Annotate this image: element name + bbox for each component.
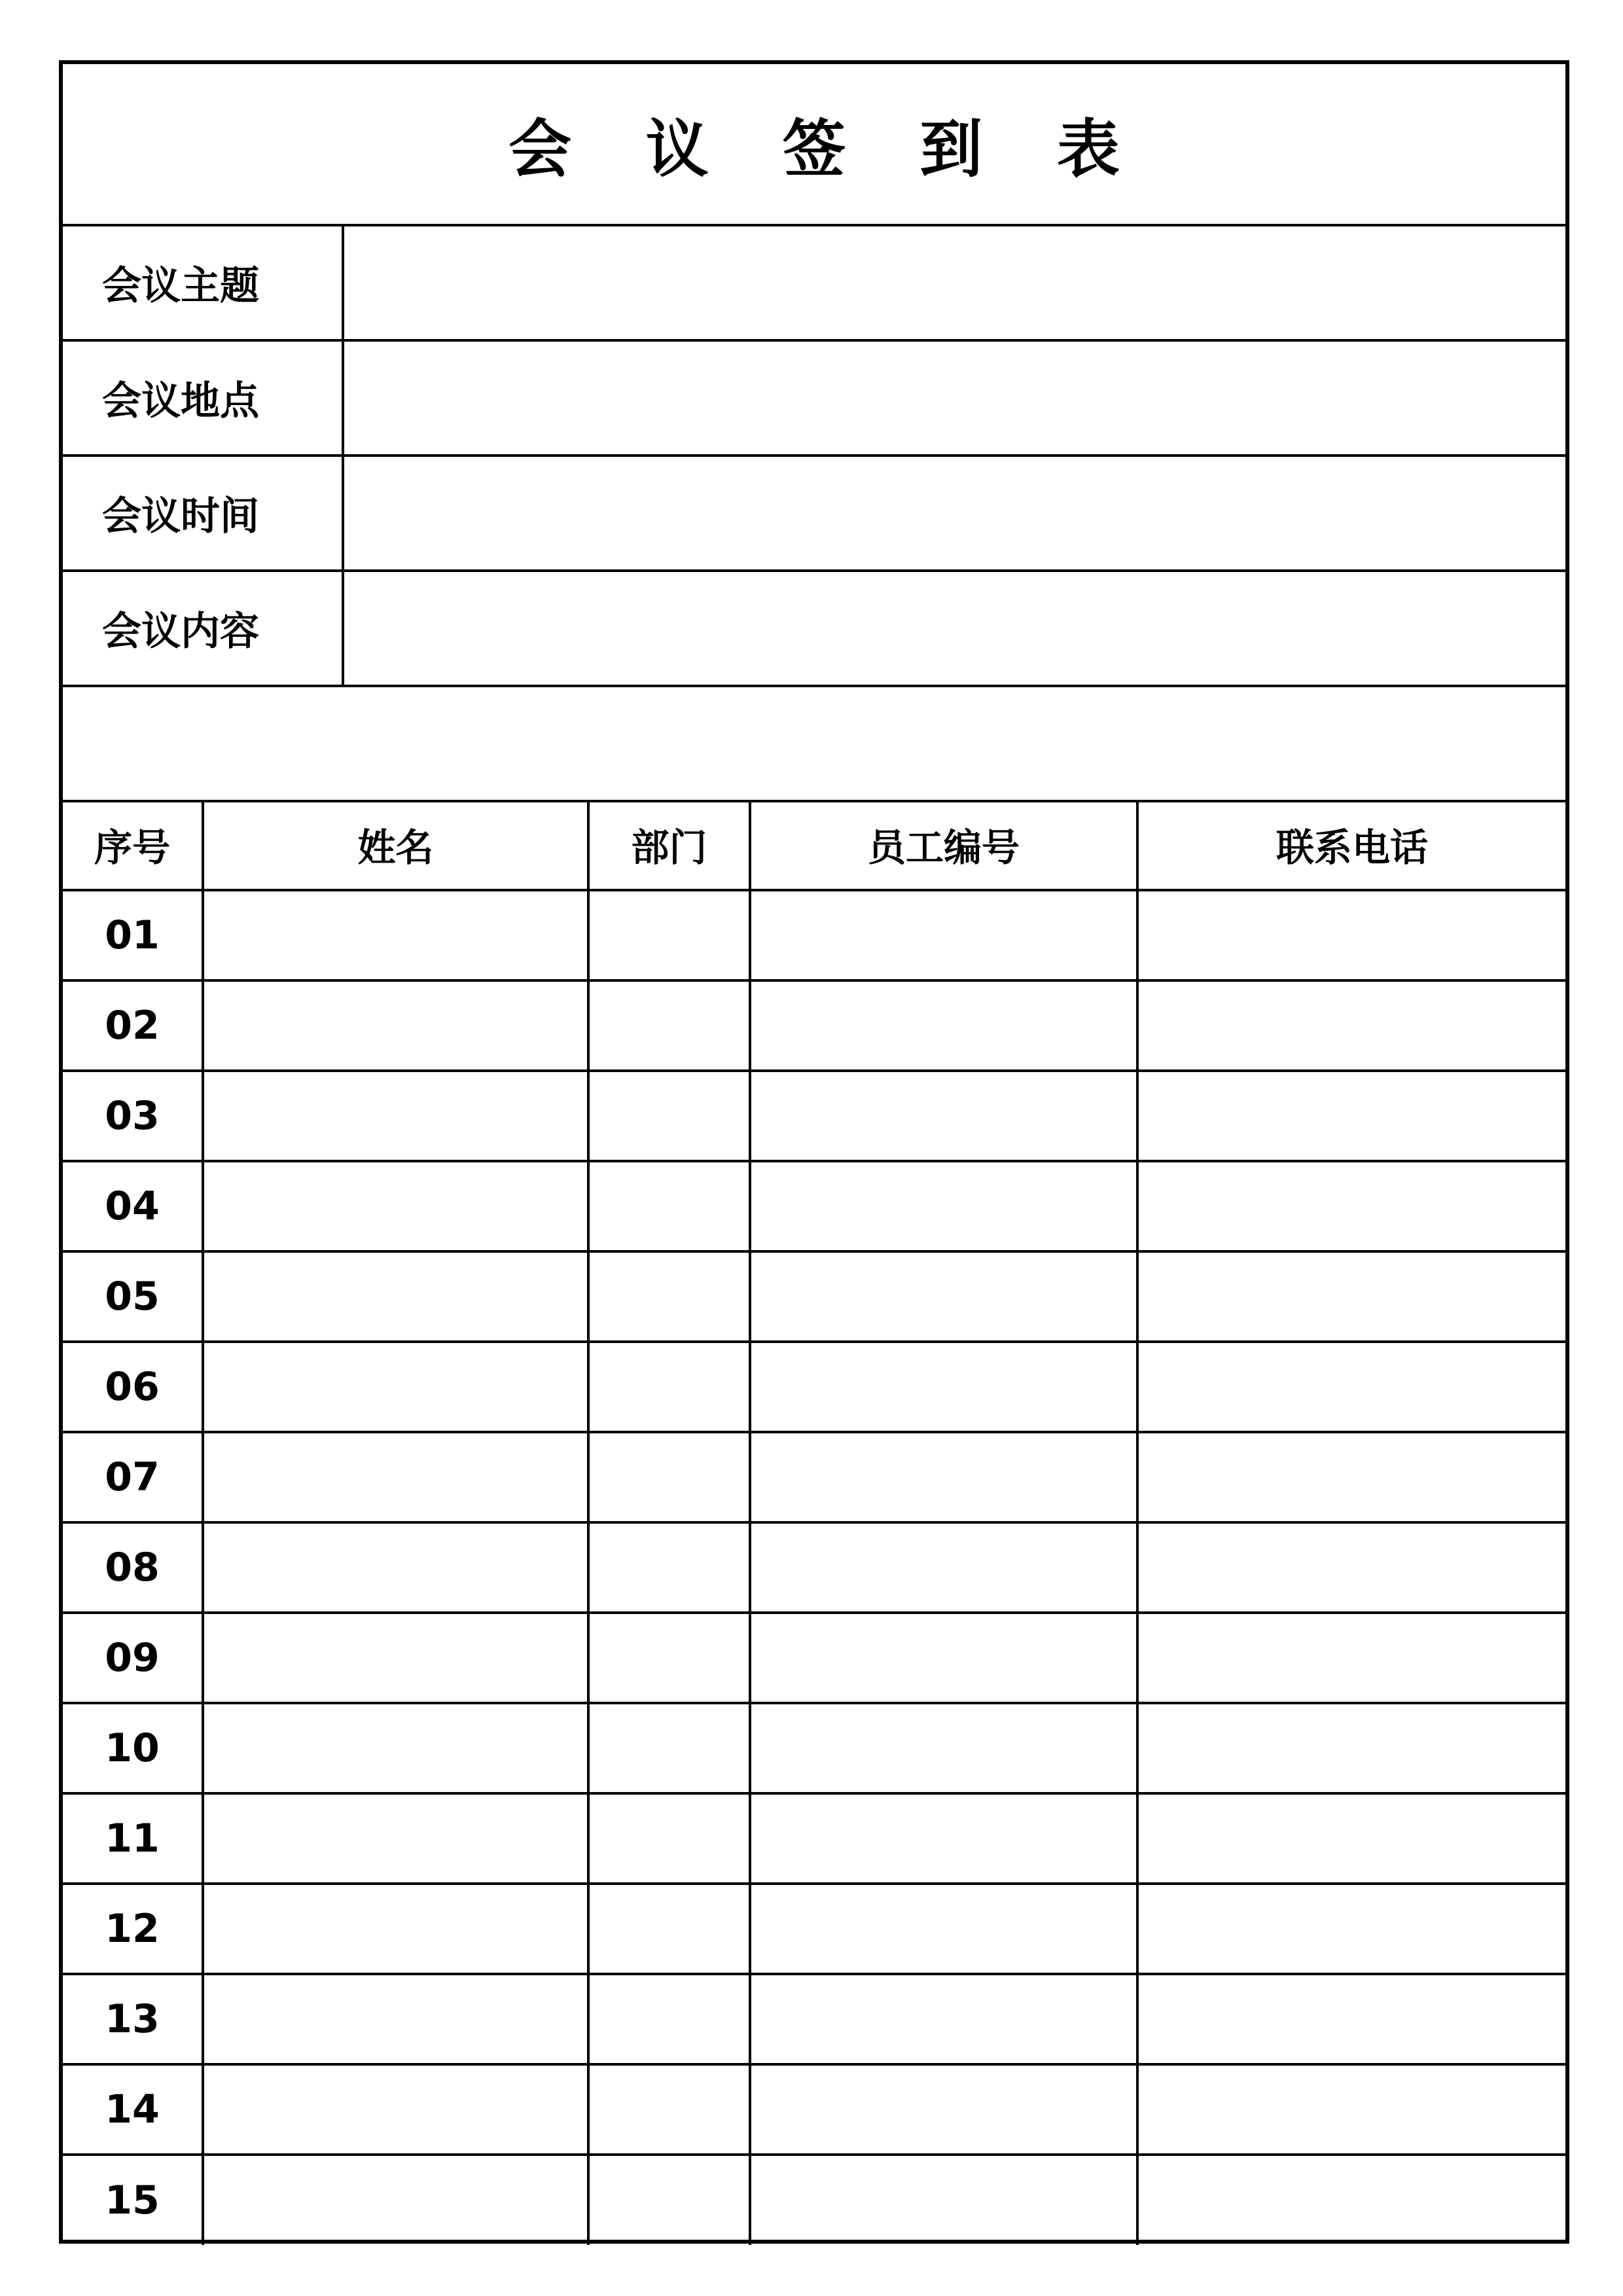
employee-id-cell[interactable] (750, 1071, 1137, 1161)
header-name: 姓名 (203, 800, 588, 890)
employee-id-cell[interactable] (750, 2155, 1137, 2245)
phone-cell[interactable] (1137, 1522, 1565, 1613)
department-cell[interactable] (588, 1161, 750, 1251)
name-cell[interactable] (203, 1703, 588, 1793)
name-cell[interactable] (203, 1974, 588, 2064)
department-cell[interactable] (588, 1432, 750, 1522)
blank-row[interactable] (63, 687, 1565, 802)
page-title: 会 议 签 到 表 (508, 112, 1146, 186)
name-cell[interactable] (203, 890, 588, 980)
department-cell[interactable] (588, 1613, 750, 1703)
employee-id-cell[interactable] (750, 1613, 1137, 1703)
header-department: 部门 (588, 800, 750, 890)
seq-cell: 02 (63, 980, 203, 1071)
topic-label: 会议主题 (63, 226, 344, 339)
header-phone: 联系电话 (1137, 800, 1565, 890)
location-label: 会议地点 (63, 342, 344, 454)
phone-cell[interactable] (1137, 980, 1565, 1071)
name-cell[interactable] (203, 1522, 588, 1613)
table-row (63, 1703, 1565, 1793)
employee-id-cell[interactable] (750, 890, 1137, 980)
title-row (63, 64, 1565, 226)
seq-cell: 03 (63, 1071, 203, 1161)
phone-cell[interactable] (1137, 2155, 1565, 2245)
table-row (63, 890, 1565, 980)
department-cell[interactable] (588, 1884, 750, 1974)
info-row-topic (63, 226, 1565, 342)
phone-cell[interactable] (1137, 1161, 1565, 1251)
table-row (63, 980, 1565, 1071)
department-cell[interactable] (588, 1793, 750, 1884)
phone-cell[interactable] (1137, 1793, 1565, 1884)
name-cell[interactable] (203, 1161, 588, 1251)
content-label: 会议内容 (63, 572, 344, 685)
department-cell[interactable] (588, 1342, 750, 1432)
name-cell[interactable] (203, 2064, 588, 2155)
table-row (63, 1432, 1565, 1522)
location-field[interactable] (344, 342, 1565, 454)
seq-cell: 07 (63, 1432, 203, 1522)
department-cell[interactable] (588, 980, 750, 1071)
employee-id-cell[interactable] (750, 1793, 1137, 1884)
phone-cell[interactable] (1137, 1974, 1565, 2064)
table-row (63, 2155, 1565, 2245)
name-cell[interactable] (203, 2155, 588, 2245)
info-row-content (63, 572, 1565, 687)
sign-in-sheet (59, 60, 1569, 2244)
phone-cell[interactable] (1137, 890, 1565, 980)
name-cell[interactable] (203, 1432, 588, 1522)
name-cell[interactable] (203, 1251, 588, 1342)
table-header-row (63, 800, 1565, 890)
phone-cell[interactable] (1137, 1884, 1565, 1974)
seq-cell: 06 (63, 1342, 203, 1432)
department-cell[interactable] (588, 2155, 750, 2245)
department-cell[interactable] (588, 1071, 750, 1161)
table-row (63, 1793, 1565, 1884)
seq-cell: 08 (63, 1522, 203, 1613)
table-row (63, 1071, 1565, 1161)
seq-cell: 15 (63, 2155, 203, 2245)
time-field[interactable] (344, 457, 1565, 569)
seq-cell: 11 (63, 1793, 203, 1884)
department-cell[interactable] (588, 1251, 750, 1342)
phone-cell[interactable] (1137, 1342, 1565, 1432)
employee-id-cell[interactable] (750, 1342, 1137, 1432)
department-cell[interactable] (588, 1974, 750, 2064)
table-row (63, 1613, 1565, 1703)
name-cell[interactable] (203, 1793, 588, 1884)
department-cell[interactable] (588, 2064, 750, 2155)
info-row-location (63, 342, 1565, 457)
name-cell[interactable] (203, 1613, 588, 1703)
seq-cell: 09 (63, 1613, 203, 1703)
department-cell[interactable] (588, 1522, 750, 1613)
employee-id-cell[interactable] (750, 1522, 1137, 1613)
table-row (63, 2064, 1565, 2155)
employee-id-cell[interactable] (750, 1884, 1137, 1974)
content-field[interactable] (344, 572, 1565, 685)
name-cell[interactable] (203, 1884, 588, 1974)
header-employee-id: 员工编号 (750, 800, 1137, 890)
seq-cell: 13 (63, 1974, 203, 2064)
phone-cell[interactable] (1137, 1703, 1565, 1793)
name-cell[interactable] (203, 1342, 588, 1432)
table-row (63, 1522, 1565, 1613)
seq-cell: 04 (63, 1161, 203, 1251)
table-row (63, 1251, 1565, 1342)
department-cell[interactable] (588, 1703, 750, 1793)
employee-id-cell[interactable] (750, 980, 1137, 1071)
employee-id-cell[interactable] (750, 1251, 1137, 1342)
seq-cell: 01 (63, 890, 203, 980)
topic-field[interactable] (344, 226, 1565, 339)
employee-id-cell[interactable] (750, 1974, 1137, 2064)
table-row (63, 1884, 1565, 1974)
seq-cell: 10 (63, 1703, 203, 1793)
header-seq: 序号 (63, 800, 203, 890)
info-row-time (63, 457, 1565, 572)
table-row (63, 1342, 1565, 1432)
employee-id-cell[interactable] (750, 1161, 1137, 1251)
time-label: 会议时间 (63, 457, 344, 569)
seq-cell: 14 (63, 2064, 203, 2155)
phone-cell[interactable] (1137, 1071, 1565, 1161)
table-row (63, 1974, 1565, 2064)
phone-cell[interactable] (1137, 2064, 1565, 2155)
department-cell[interactable] (588, 890, 750, 980)
phone-cell[interactable] (1137, 1251, 1565, 1342)
name-cell[interactable] (203, 1071, 588, 1161)
employee-id-cell[interactable] (750, 1703, 1137, 1793)
name-cell[interactable] (203, 980, 588, 1071)
seq-cell: 05 (63, 1251, 203, 1342)
employee-id-cell[interactable] (750, 2064, 1137, 2155)
employee-id-cell[interactable] (750, 1432, 1137, 1522)
phone-cell[interactable] (1137, 1613, 1565, 1703)
seq-cell: 12 (63, 1884, 203, 1974)
table-row (63, 1161, 1565, 1251)
phone-cell[interactable] (1137, 1432, 1565, 1522)
attendance-table (63, 800, 1565, 2245)
